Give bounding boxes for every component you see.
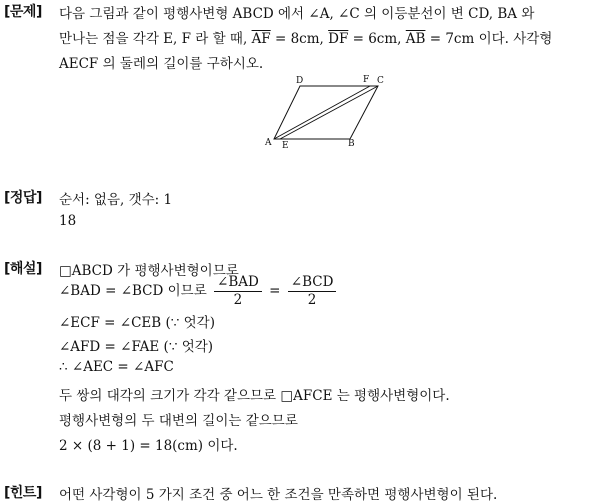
explanation-line-8: 2 × (8 + 1) = 18(cm) 이다.	[59, 438, 238, 454]
problem-line-2	[59, 27, 552, 47]
equals-sign: =	[269, 283, 281, 299]
answer-tag: [정답]	[4, 190, 42, 206]
explanation-line-7: 평행사변형의 두 대변의 길이는 같으므로	[59, 413, 298, 429]
explanation-line-2-text: ∠BAD = ∠BCD 이므로	[59, 283, 207, 299]
segment-ab-value: = 7cm 이다. 사각형	[425, 31, 553, 47]
hint-tag: [힌트]	[4, 485, 42, 501]
explanation-line-5: ∴ ∠AEC = ∠AFC	[59, 359, 174, 375]
answer-line-2: 18	[59, 213, 77, 229]
fraction-bcd	[288, 274, 337, 309]
fraction-bad-denominator: 2	[233, 292, 243, 308]
explanation-line-4: ∠AFD = ∠FAE (∵ 엇각)	[59, 339, 214, 355]
label-a: A	[265, 138, 272, 148]
explanation-line-1: □ABCD 가 평행사변형이므로	[59, 263, 239, 279]
fraction-bcd-numerator: ∠BCD	[288, 274, 337, 292]
explanation-line-6: 두 쌍의 대각의 크기가 각각 같으므로 □AFCE 는 평행사변형이다.	[59, 388, 450, 404]
problem-line-2-text: 만나는 점을 각각 E, F 라 할 때,	[59, 31, 248, 47]
explanation-line-3: ∠ECF = ∠CEB (∵ 엇각)	[59, 315, 215, 331]
fraction-bad	[214, 274, 262, 309]
explanation-tag: [해설]	[4, 261, 42, 277]
segment-af-value: = 8cm,	[270, 31, 324, 47]
answer-line-1: 순서: 없음, 갯수: 1	[59, 192, 173, 208]
label-f: F	[363, 75, 370, 85]
segment-df-value: = 6cm,	[348, 31, 402, 47]
explanation-line-2	[59, 274, 339, 309]
fraction-bcd-denominator: 2	[307, 292, 317, 308]
segment-af: $\overline{AF}$	[251, 31, 271, 47]
problem-line-3: AECF 의 둘레의 길이를 구하시오.	[59, 56, 264, 72]
parallelogram-figure	[262, 72, 392, 152]
segment-df: $\overline{DF}$	[328, 31, 349, 47]
bisector-ae	[274, 86, 370, 139]
label-d: D	[296, 76, 304, 86]
bisector-cf	[280, 86, 378, 139]
hint-line: 어떤 사각형이 5 가지 조건 중 어느 한 조건을 만족하면 평행사변형이 된다.	[59, 487, 498, 503]
fraction-bad-numerator: ∠BAD	[214, 274, 262, 292]
label-e: E	[282, 141, 289, 151]
problem-line-1: 다음 그림과 같이 평행사변형 ABCD 에서 ∠A, ∠C 의 이등분선이 변 CD, BA 와	[59, 6, 535, 22]
label-b: B	[348, 139, 355, 149]
segment-ab: $\overline{AB}$	[405, 31, 426, 47]
problem-tag: [문제]	[4, 4, 42, 20]
label-c: C	[377, 76, 384, 86]
